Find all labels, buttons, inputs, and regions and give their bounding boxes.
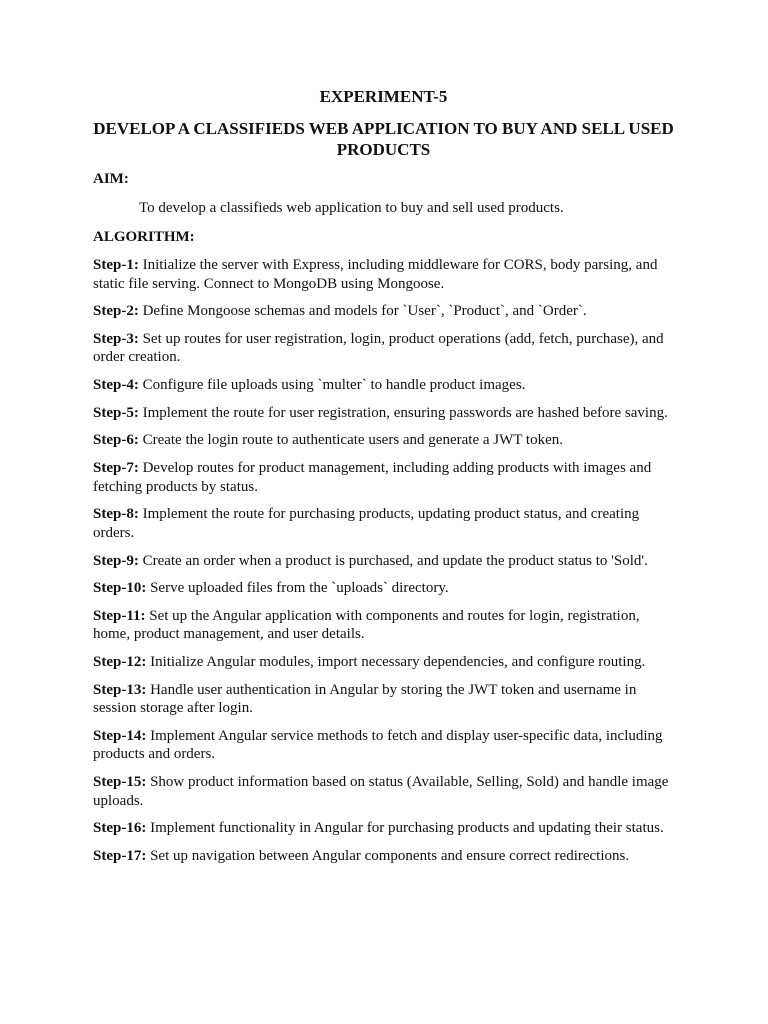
step-text: Set up the Angular application with components and routes for login, registration, home, product management, and user details. [93, 607, 640, 643]
aim-text: To develop a classifieds web application to buy and sell used products. [139, 200, 564, 216]
step-text: Configure file uploads using `multer` to handle product images. [142, 377, 526, 394]
step-text: Handle user authentication in Angular by storing the JWT token and username in session storage after login. [93, 681, 637, 717]
step-label: Step-13: [93, 681, 147, 698]
step-label: Step-8: [93, 506, 139, 523]
step-text: Set up navigation between Angular components and ensure correct redirections. [150, 848, 630, 864]
step-label: Step-5: [93, 404, 139, 421]
step-17 [93, 847, 674, 866]
step-label: Step-3: [93, 330, 139, 347]
document-title: EXPERIMENT-5 [319, 87, 448, 106]
step-10 [93, 579, 674, 598]
step-12 [93, 653, 674, 672]
step-label: Step-2: [93, 303, 139, 320]
step-label: Step-6: [93, 432, 139, 449]
step-text: Initialize Angular modules, import necessary dependencies, and configure routing. [150, 654, 646, 671]
step-8 [93, 505, 674, 542]
step-label: Step-16: [93, 820, 147, 837]
step-label: Step-17: [93, 848, 147, 864]
step-5 [93, 404, 674, 423]
step-9 [93, 552, 674, 571]
algorithm-heading: ALGORITHM: [93, 229, 195, 245]
step-1 [93, 256, 674, 293]
step-label: Step-15: [93, 774, 147, 791]
step-7 [93, 459, 674, 496]
step-6 [93, 431, 674, 450]
document-subtitle: DEVELOP A CLASSIFIEDS WEB APPLICATION TO BUY AND SELL USED PRODUCTS [93, 119, 674, 159]
step-2 [93, 302, 674, 321]
step-label: Step-4: [93, 377, 139, 394]
step-11 [93, 607, 674, 644]
step-4 [93, 376, 674, 395]
step-text: Show product information based on status (Available, Selling, Sold) and handle image uploads. [93, 774, 669, 809]
step-text: Implement the route for user registration, ensuring passwords are hashed before saving. [142, 404, 668, 421]
step-15 [93, 773, 674, 810]
step-label: Step-7: [93, 460, 139, 477]
step-text: Serve uploaded files from the `uploads` directory. [150, 580, 449, 597]
step-3 [93, 330, 674, 367]
step-16 [93, 819, 674, 838]
step-label: Step-12: [93, 654, 147, 671]
step-text: Develop routes for product management, including adding products with images and fetching products by status. [93, 460, 652, 495]
step-13 [93, 681, 674, 718]
step-text: Set up routes for user registration, login, product operations (add, fetch, purchase), and order creation. [93, 330, 664, 366]
step-text: Create the login route to authenticate users and generate a JWT token. [142, 432, 563, 449]
step-label: Step-11: [93, 607, 146, 624]
step-text: Create an order when a product is purchased, and update the product status to 'Sold'. [142, 552, 648, 569]
step-text: Implement the route for purchasing products, updating product status, and creating orders. [93, 506, 640, 541]
step-label: Step-9: [93, 552, 139, 569]
step-14 [93, 727, 674, 764]
aim-heading: AIM: [93, 171, 129, 187]
step-text: Implement functionality in Angular for purchasing products and updating their status. [150, 820, 664, 837]
step-label: Step-14: [93, 727, 147, 744]
step-text: Implement Angular service methods to fetch and display user-specific data, including products and orders. [93, 727, 663, 763]
step-text: Define Mongoose schemas and models for `User`, `Product`, and `Order`. [142, 303, 587, 320]
step-text: Initialize the server with Express, including middleware for CORS, body parsing, and static file serving. Connect to MongoDB using Mongoose. [93, 257, 658, 292]
step-label: Step-1: [93, 257, 139, 273]
algorithm-steps [93, 256, 674, 866]
step-label: Step-10: [93, 580, 147, 597]
